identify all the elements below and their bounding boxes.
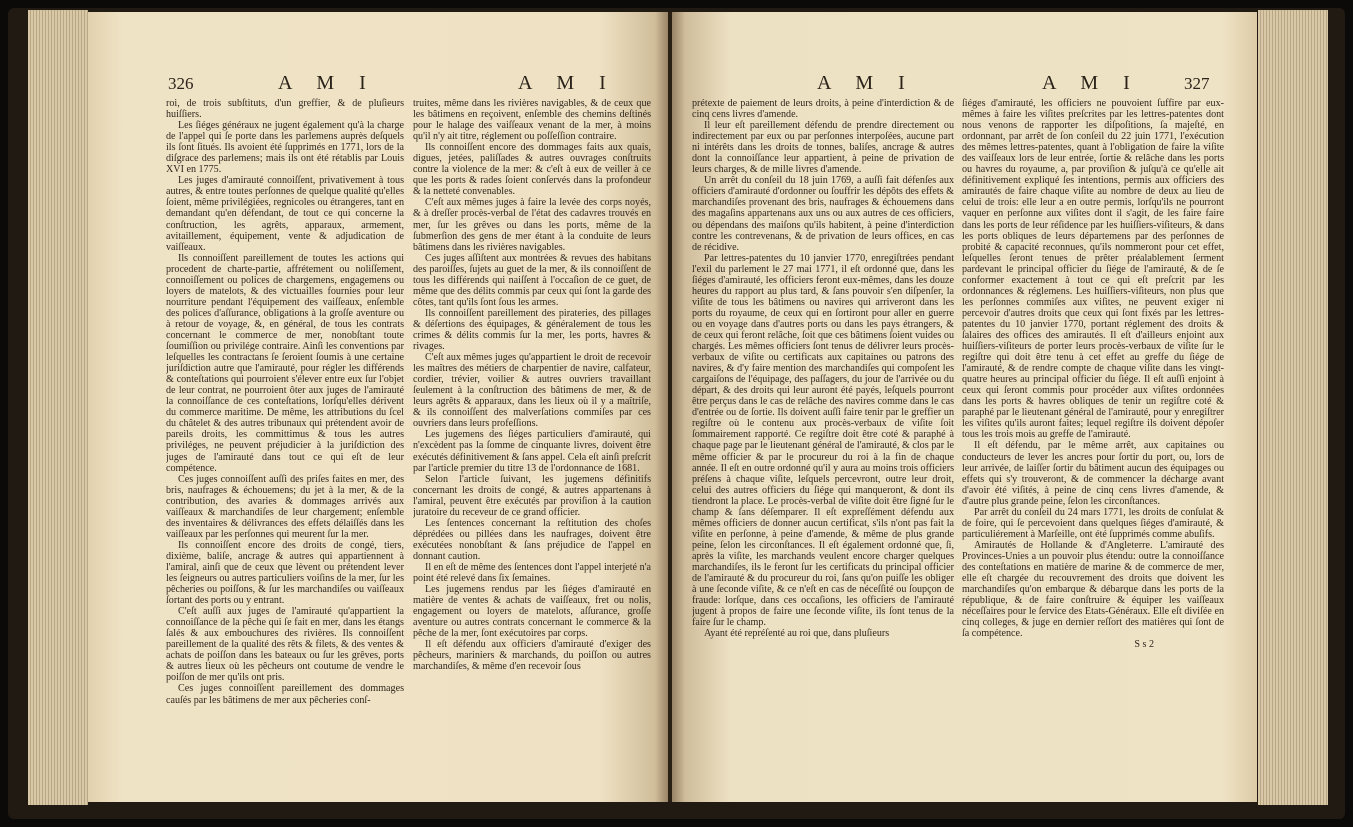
paragraph: Les juges d'amirauté connoiſſent, privativement à tous autres, & entre toutes perſonnes de quelque qualité qu'elles ſoient, même privilégiées, regnicoles ou étrangeres, tant en demandant qu'en défendant, de tout ce qui concerne la conſtruction, les agrêts, apparaux, armement, avitaillement, équipement, vente & adjudication de vaiſſeaux. (166, 175, 404, 253)
page-number-right: 327 (1184, 74, 1210, 93)
running-head-left-col2: A M I (518, 72, 616, 94)
signature-mark: S s 2 (1134, 639, 1154, 651)
left-page-header (88, 72, 668, 96)
right-column-1 (692, 98, 954, 788)
right-column-2 (962, 98, 1224, 788)
paragraph: Il eſt défendu aux officiers d'amirauté d'exiger des pêcheurs, mariniers & marchands, du poiſſon ou autres marchandiſes, & même d'en recevoir ſous (413, 639, 651, 673)
page-number-left: 326 (168, 74, 194, 93)
paragraph: C'eſt aux mêmes juges qu'appartient le droit de recevoir les maîtres des métiers de charpentier de navire, calfateur, cordier, trévier, voilier & autres ouvriers travaillant ſeulement à la conſtruction des bâtimens de mer, & de leurs agrêts & apparaux, dans les lieux où il y a maîtriſe, & ils connoiſſent des malverſations commiſes par ces ouvriers dans leurs profeſſions. (413, 352, 651, 430)
paragraph: Ces juges connoiſſent auſſi des priſes faites en mer, des bris, naufrages & échouemens; du jet à la mer, & de la contribution, des avaries & dommages arrivés aux vaiſſeaux & marchandiſes de leur chargement; enſemble des inventaires & délivrances des effets délaiſſés dans les vaiſſeaux par les perſonnes qui meurent ſur la mer. (166, 473, 404, 540)
paragraph: Il en eſt de même des ſentences dont l'appel interjeté n'a point été relevé dans ſix ſemaines. (413, 561, 651, 585)
left-page (88, 12, 668, 802)
paragraph: Ces juges connoiſſent pareillement des dommages cauſés par les bâtimens de mer aux pêcheries conſ- (166, 683, 404, 706)
paragraph: Les jugemens rendus par les ſiéges d'amirauté en matière de ventes & achats de vaiſſeaux, fret ou nolis, engagement ou loyers de matelots, aſſurance, groſſe aventure ou autres contrats concernant le commerce & la pêche de la mer, ſont exécutoires par corps. (413, 584, 651, 640)
paragraph: prétexte de paiement de leurs droits, à peine d'interdiction & de cinq cens livres d'amende. (692, 98, 954, 121)
running-head-left-col1: A M I (278, 72, 376, 94)
paragraph: Ils connoiſſent encore des dommages faits aux quais, digues, jetées, paliſſades & autres ouvrages conſtruits contre la violence de la mer: & c'eſt à eux de veiller à ce que les ports & rades ſoient conſervés dans la profondeur & la netteté convenables. (413, 142, 651, 198)
right-page (672, 12, 1257, 802)
paragraph: Par arrêt du conſeil du 24 mars 1771, les droits de conſulat & de foire, qui ſe percevoient dans quelques ſiéges d'amirauté, & particuliérement à Marſeille, ont été ſupprimés comme abuſifs. (962, 506, 1224, 540)
paragraph: ſiéges d'amirauté, les officiers ne pouvoient ſuffire par eux-mêmes à faire les viſites preſcrites par les lettres-patentes dont nous venons de rapporter les diſpoſitions, ſa majeſté, en ordonnant, par arrêt de ſon conſeil du 22 juin 1771, l'exécution des mêmes lettres-patentes, quant à l'obligation de faire la viſite des vaiſſeaux lors de leur entrée, ſortie & relâche dans les ports ou havres du royaume, a, par proviſion & juſqu'à ce qu'elle ait définitivement expliqué ſes intentions, permis aux officiers des amirautés de faire chaque viſite au nombre de deux au lieu de celui de trois: elle leur a en outre permis, lorſqu'ils ne pourront vaquer en perſonne aux viſites dont il s'agit, de les faire faire dans les ports de leur réſidence par les huiſſiers-viſiteurs, & dans les ports obliques de leurs départemens par des perſonnes de probité & capacité reconnues, qu'ils nommeront pour cet effet, leſquelles ſeront tenues de prêter préalablement ſerment pardevant le principal officier du ſiége de l'amirauté, & de ſe conformer exactement à tout ce qui eſt preſcrit par les ordonnances & réglemens. Les huiſſiers-viſiteurs, non plus que les perſonnes commiſes aux viſites, ne peuvent exiger ni percevoir d'autres droits que ceux qui ſont fixés par les lettres-patentes du 10 janvier 1770, portant réglement des droits & ſalaires des offices des amirautés. Il eſt d'ailleurs enjoint aux huiſſiers-viſiteurs de porter leurs procès-verbaux de viſite ſur le regiſtre qui doit être tenu à cet effet au greffe du ſiége de l'amirauté, & de rendre compte de chaque viſite dans les vingt-quatre heures au principal officier du ſiége. Il eſt auſſi enjoint à ceux qui ſeront commis pour procéder aux viſites ordonnées dans les ports & havres obliques de tenir un regiſtre coté & paraphé par le lieutenant général de l'amirauté, pour y enregiſtrer les viſites qu'ils auront faites; lequel regiſtre ils doivent dépoſer tous les trois mois au greffe de l'amirauté. (962, 98, 1224, 441)
running-head-right-col1: A M I (817, 72, 915, 94)
left-column-2 (413, 98, 651, 788)
right-page-header (672, 72, 1257, 96)
paragraph: Amirautés de Hollande & d'Angleterre. L'amirauté des Provinces-Unies a un pouvoir plus étendu: outre la connoiſſance des conteſtations en matière de marine & de commerce de mer, elle eſt chargée du recouvrement des droits que doivent les marchandiſes qu'on embarque & débarque dans les ports de la république, & de faire conſtruire & équiper les vaiſſeaux néceſſaires pour le ſervice des Etats-Généraux. Elle eſt diviſée en cinq colleges, & juge en dernier reſſort des matières qui ſont de ſa compétence. (962, 539, 1224, 640)
paragraph: Ces juges aſſiſtent aux montrées & revues des habitans des paroiſſes, ſujets au guet de la mer, & ils connoiſſent de tous les différends qui naiſſent à l'occaſion de ce guet, de même que des délits commis par ceux qui ſont la garde des côtes, tant qu'ils ſont ſous les armes. (413, 252, 651, 308)
paragraph: C'eſt aux mêmes juges à faire la levée des corps noyés, & à dreſſer procès-verbal de l'état des cadavres trouvés en mer, ſur les grêves ou dans les ports, même de la ſubmerſion des gens de mer étant à la conduite de leurs bâtimens dans les rivières navigables. (413, 197, 651, 253)
paragraph: Ayant été repréſenté au roi que, dans pluſieurs (704, 628, 890, 640)
paragraph: Ils connoiſſent pareillement de toutes les actions qui procedent de charte-partie, affrétement ou noliſſement, connoiſſement ou polices de chargemens, engagemens ou loyers de matelots, & des victuailles fournies pour leur nourriture pendant l'équipement des vaiſſeaux, enſemble des polices d'aſſurance, obligations à la groſſe aventure ou à retour de voyage, &, en général, de tous les contrats concernant le commerce de mer, nonobſtant toute ſoumiſſion ou privilége contraire. Ainſi les conventions par leſquelles les contractans ſe ſeroient ſoumis à une certaine juriſdiction autre que l'amirauté, pour régler les différends & conteſtations qui pourroient s'élever entre eux ſur l'objet de leur contrat, ne pourroient ôter aux juges de l'amirauté la connoiſſance de ces conteſtations, lorſqu'elles dérivent du commerce maritime. De même, les attributions du ſcel du châtelet & des autres tribunaux qui prétendent avoir de pareils droits, les committimus & tous les autres priviléges, ne peuvent préjudicier à la juriſdiction des juges de l'amirauté dans tout ce qui eſt de leur compétence. (166, 252, 404, 474)
paragraph: Ils connoiſſent encore des droits de congé, tiers, dixième, baliſe, ancrage & autres qui appartiennent à l'amiral, ainſi que de ceux que lèvent ou prétendent lever les ſeigneurs ou autres particuliers voiſins de la mer, ſur les pêcheries ou poiſſons, & ſur les marchandiſes ou vaiſſeaux ſortant des ports ou y entrant. (166, 539, 404, 607)
paragraph: Par lettres-patentes du 10 janvier 1770, enregiſtrées pendant l'exil du parlement le 27 mai 1771, il eſt ordonné que, dans les ſiéges d'amirauté, les officiers feront eux-mêmes, dans les douze heures du rapport au plus tard, & ſans pouvoir s'en diſpenſer, la viſite de tous les bâtimens ou navires qui arriveront dans les ports du royaume, de ceux qui en ſortiront pour aller en guerre ou en voyage dans d'autres ports ou dans les pays étrangers, & de ceux qui feront relâche, ſoit que ces bâtimens ſoient vuides ou chargés. Les mêmes officiers ſont tenus de délivrer leurs procès-verbaux de viſite ou certificats aux capitaines ou patrons des navires, & d'y faire mention des marchandiſes qui compoſent les cargaiſons de l'équipage, des paſſagers, du jour de l'arrivée ou du départ, & des droits qui leur auront été payés, leſquels pourront être perçus dans le cas de relâche des navires comme dans le cas d'entrée ou de ſortie. Ils doivent auſſi faire tenir par le greffier un regiſtre où le contenu aux procès-verbaux de viſite ſoit ſommairement rapporté. Ce regiſtre doit être coté & paraphé à chaque page par le lieutenant général de l'amirauté, & clos par le même officier & par le procureur du roi à la fin de chaque année. Il eſt en outre ordonné qu'il y aura au moins trois officiers préſens à chaque viſite, leſquels percevront, outre leur droit, celui des autres officiers du ſiége qui manqueront, & dont ils tiendront la place. Le procès-verbal de viſite doit être ſigné ſur le champ & ſans déſemparer. Il eſt expreſſément défendu aux mêmes officiers de donner aucun certificat, s'ils n'ont pas fait la viſite en perſonne, à peine d'amende, & même de plus grande peine, ſelon les circonſtances. Il eſt également ordonné que, ſi, après la viſite, les marchands veulent encore charger quelques marchandiſes, ils le feront ſur les certificats du principal officier de l'amirauté & du procureur du roi, ſans qu'on puiſſe les obliger à une ſeconde viſite, & ce n'eſt en cas de néceſſité ou ſoupçon de fraude: lorſque, dans ces occaſions, les officiers de l'amirauté jugent à propos de faire une ſeconde viſite, ils ſont tenus de la faire ſur le champ. (692, 252, 954, 629)
paragraph: roi, de trois subſtituts, d'un greffier, & de pluſieurs huiſſiers. (166, 98, 404, 121)
paragraph: Selon l'article ſuivant, les jugemens définitifs concernant les droits de congé, & autres appartenans à l'amiral, peuvent être exécutés par proviſion à la caution juratoire du receveur de ce grand officier. (413, 473, 651, 518)
right-page-edges (1258, 10, 1328, 805)
paragraph: Les ſiéges généraux ne jugent également qu'à la charge de l'appel qui ſe porte dans les parlemens auprès deſquels ils ſont ſitués. Ils avoient été ſupprimés en 1771, lors de la diſgrace des parlemens; mais ils ont été rétablis par Louis XVI en 1775. (166, 120, 404, 176)
paragraph: truites, même dans les rivières navigables, & de ceux que les bâtimens en reçoivent, enſemble des chemins deſtinés pour le halage des vaiſſeaux venant de la mer, à moins qu'il n'y ait titre, réglement ou poſſeſſion contraire. (413, 98, 651, 143)
paragraph: Les jugemens des ſiéges particuliers d'amirauté, qui n'excèdent pas la ſomme de cinquante livres, doivent être exécutés définitivement & ſans appel. Cela eſt ainſi preſcrit par l'article premier du titre 13 de l'ordonnance de 1681. (413, 429, 651, 474)
running-head-right-col2: A M I (1042, 72, 1140, 94)
paragraph: Les ſentences concernant la reſtitution des choſes déprédées ou pillées dans les naufrages, doivent être exécutées nonobſtant & ſans préjudice de l'appel en donnant caution. (413, 517, 651, 562)
paragraph: C'eſt auſſi aux juges de l'amirauté qu'appartient la connoiſſance de la pêche qui ſe fait en mer, dans les étangs ſalés & aux embouchures des rivières. Ils connoiſſent pareillement de la qualité des rêts & filets, & des ventes & achats de poiſſon dans les bateaux ou ſur les grêves, ports & autres lieux où les pêcheurs ont coutume de vendre le poiſſon de mer qu'ils ont pris. (166, 606, 404, 684)
book-spine-gutter (655, 12, 685, 802)
paragraph: Il eſt défendu, par le même arrêt, aux capitaines ou conducteurs de lever les ancres pour ſortir du port, ou, lors de leur arrivée, de laiſſer ſortir du bâtiment aucun des équipages ou effets qui s'y trouveront, & de commencer la décharge avant d'avoir été viſités, à peine de cinq cens livres d'amende, & d'autre plus grande peine, ſelon les circonſtances. (962, 440, 1224, 507)
paragraph: Ils connoiſſent pareillement des pirateries, des pillages & déſertions des équipages, & généralement de tous les crimes & délits commis ſur la mer, les ports, havres & rivages. (413, 307, 651, 353)
paragraph: Un arrêt du conſeil du 18 juin 1769, a auſſi fait défenſes aux officiers d'amirauté d'ordonner ou ſouffrir les dépôts des effets & marchandiſes provenant des bris, naufrages & échouemens dans des magaſins appartenans aux uns ou aux autres de ces officiers, ou dépendans des maiſons qu'ils habitent, à peine d'interdiction contre les contrevenans, & de privation de leurs offices, en cas de récidive. (692, 175, 954, 253)
left-column-1 (166, 98, 404, 788)
paragraph: Il leur eſt pareillement défendu de prendre directement ou indirectement par eux ou par perſonnes interpoſées, aucune part ni intérêts dans les droits de tonnes, baliſes, ancrage & autres dont la connoiſſance leur appartient, à peine de privation de leurs charges, & de mille livres d'amende. (692, 120, 954, 176)
left-page-edges (28, 10, 88, 805)
